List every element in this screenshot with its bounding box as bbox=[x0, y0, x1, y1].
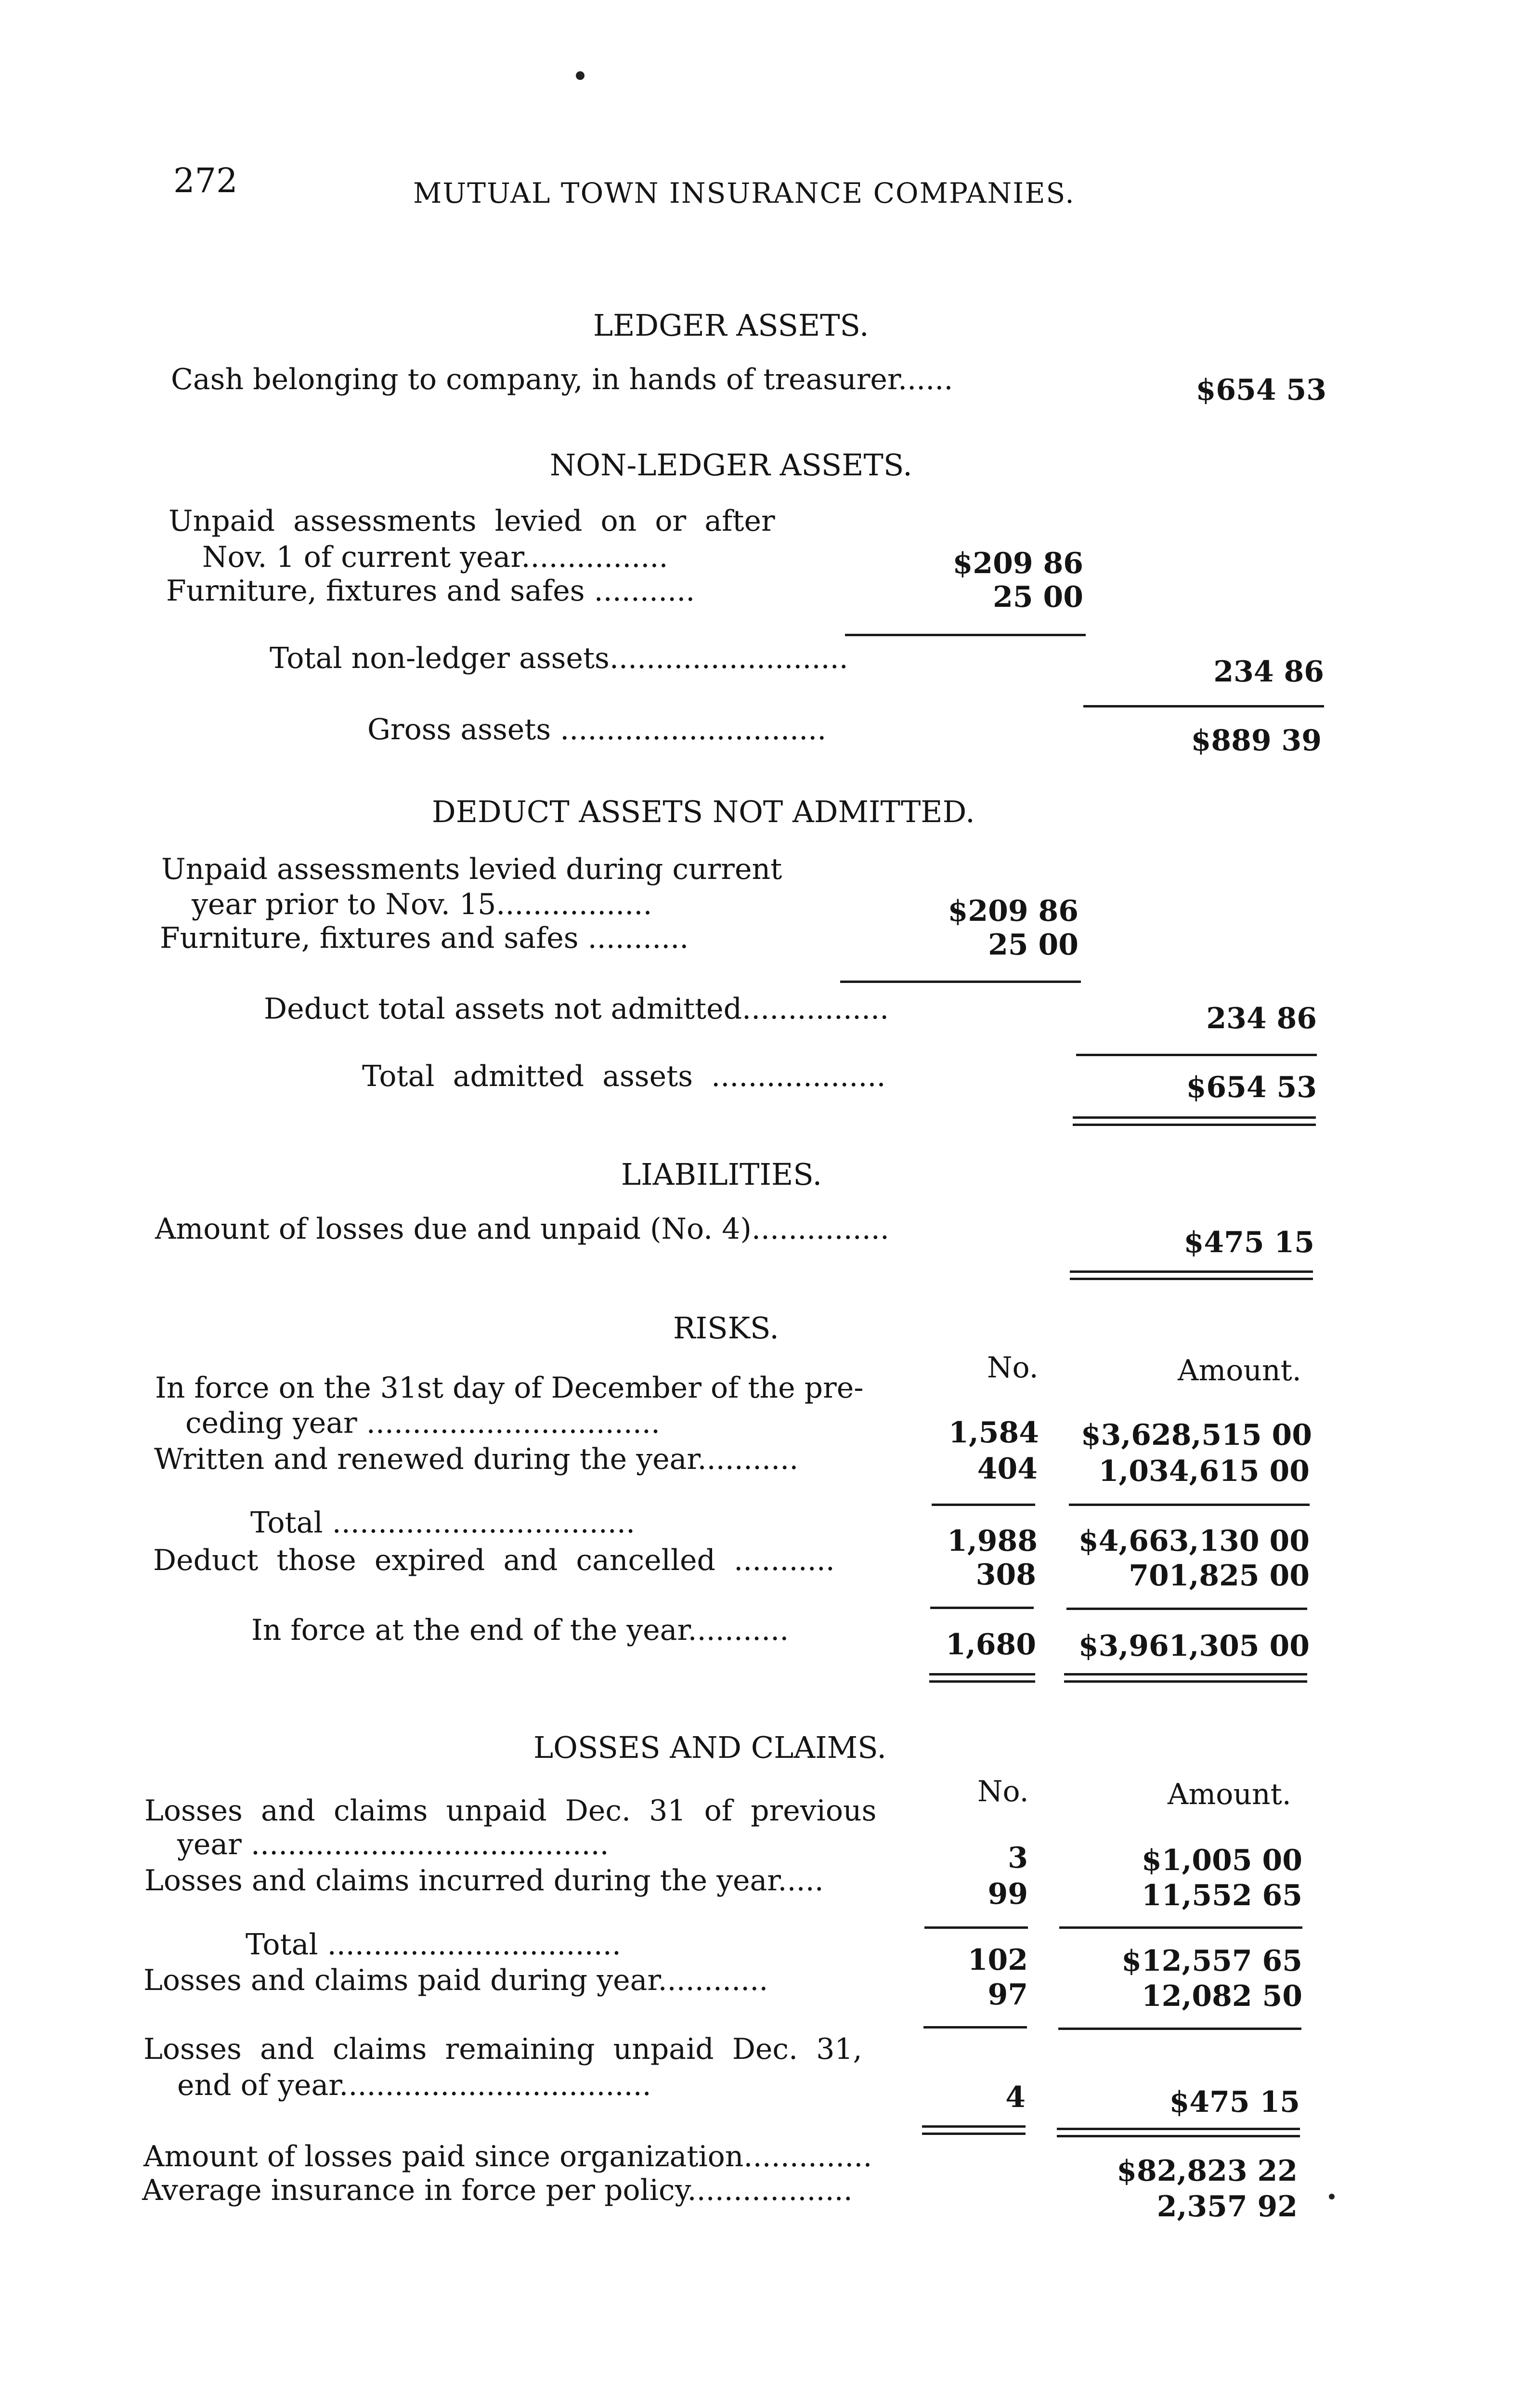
double-rule bbox=[929, 1673, 1035, 1683]
risks-row-amount: 1,034,615 00 bbox=[1098, 1454, 1310, 1488]
cash-label: Cash belonging to company, in hands of treasurer...... bbox=[171, 363, 953, 396]
double-rule bbox=[1064, 1673, 1307, 1683]
losses-row-no: 4 bbox=[1005, 2081, 1026, 2114]
double-rule bbox=[922, 2125, 1026, 2135]
admitted-assets-amount: $654 53 bbox=[1186, 1071, 1317, 1104]
risks-row-label: Deduct those expired and cancelled ........... bbox=[153, 1544, 835, 1577]
losses-row-label: Losses and claims remaining unpaid Dec. 31, bbox=[143, 2032, 862, 2066]
losses-row-no: 3 bbox=[1008, 1841, 1028, 1875]
losses-col-no: No. bbox=[977, 1775, 1029, 1808]
risks-row-label: In force at the end of the year........... bbox=[251, 1613, 789, 1647]
deduct-total-label: Deduct total assets not admitted................ bbox=[264, 992, 889, 1026]
non-ledger-furniture-label: Furniture, fixtures and safes ........... bbox=[166, 574, 695, 608]
non-ledger-total-amount: 234 86 bbox=[1213, 655, 1324, 689]
ink-speck bbox=[576, 71, 585, 80]
risks-row-no: 308 bbox=[975, 1558, 1036, 1592]
double-rule bbox=[1070, 1270, 1313, 1280]
double-rule bbox=[1073, 1116, 1316, 1126]
deduct-unpaid-amount: $209 86 bbox=[948, 894, 1078, 928]
gross-assets-label: Gross assets ............................. bbox=[367, 713, 827, 746]
ledger-assets-heading: LEDGER ASSETS. bbox=[593, 308, 869, 343]
losses-row-no: 99 bbox=[987, 1877, 1028, 1911]
losses-heading: LOSSES AND CLAIMS. bbox=[533, 1730, 887, 1765]
losses-row-amount: 11,552 65 bbox=[1141, 1879, 1302, 1912]
non-ledger-furniture-amount: 25 00 bbox=[993, 580, 1083, 614]
cash-amount: $654 53 bbox=[1195, 373, 1326, 407]
losses-row-label: Losses and claims paid during year............ bbox=[143, 1963, 768, 1997]
risks-row-label: Total ................................. bbox=[250, 1506, 636, 1540]
risks-row-amount: $4,663,130 00 bbox=[1078, 1524, 1310, 1558]
risks-heading: RISKS. bbox=[673, 1310, 779, 1346]
subtotal-rule bbox=[840, 981, 1081, 983]
losses-row-label: Losses and claims incurred during the year..... bbox=[144, 1864, 824, 1898]
losses-row-no: 97 bbox=[987, 1978, 1028, 2012]
losses-row-label: Losses and claims unpaid Dec. 31 of previous bbox=[144, 1794, 877, 1828]
subtotal-rule bbox=[1066, 1608, 1307, 1610]
gross-assets-amount: $889 39 bbox=[1191, 724, 1322, 758]
subtotal-rule bbox=[924, 1926, 1028, 1929]
losses-since-org-amount: $82,823 22 bbox=[1117, 2154, 1298, 2188]
risks-row-amount: 701,825 00 bbox=[1129, 1559, 1310, 1593]
total-rule bbox=[1083, 705, 1324, 707]
liabilities-heading: LIABILITIES. bbox=[621, 1157, 822, 1192]
ink-speck bbox=[1329, 2194, 1335, 2199]
deduct-furniture-label: Furniture, fixtures and safes ........... bbox=[160, 921, 689, 955]
deduct-furniture-amount: 25 00 bbox=[988, 928, 1078, 962]
non-ledger-total-label: Total non-ledger assets.......................... bbox=[270, 641, 848, 675]
running-title: MUTUAL TOWN INSURANCE COMPANIES. bbox=[413, 177, 1075, 209]
losses-col-amount: Amount. bbox=[1168, 1778, 1291, 1811]
deduct-total-amount: 234 86 bbox=[1206, 1002, 1317, 1035]
double-rule bbox=[1057, 2128, 1300, 2137]
subtotal-rule bbox=[923, 2026, 1027, 2028]
deduct-unpaid-label-cont: year prior to Nov. 15................. bbox=[192, 888, 652, 921]
risks-row-label: In force on the 31st day of December of the pre- bbox=[155, 1371, 864, 1405]
risks-row-no: 1,680 bbox=[946, 1628, 1036, 1662]
risks-row-no: 1,584 bbox=[948, 1416, 1039, 1450]
deduct-assets-heading: DEDUCT ASSETS NOT ADMITTED. bbox=[432, 794, 975, 829]
losses-row-amount: $1,005 00 bbox=[1141, 1844, 1302, 1877]
losses-row-label: Total ................................ bbox=[246, 1928, 621, 1962]
risks-col-no: No. bbox=[987, 1351, 1039, 1385]
losses-average-amount: 2,357 92 bbox=[1156, 2190, 1298, 2224]
liabilities-losses-label: Amount of losses due and unpaid (No. 4)............... bbox=[155, 1212, 889, 1246]
subtotal-rule bbox=[1059, 1926, 1302, 1929]
risks-row-amount: $3,961,305 00 bbox=[1078, 1629, 1310, 1663]
risks-row-no: 404 bbox=[977, 1452, 1038, 1486]
risks-row-label-cont: ceding year ................................ bbox=[185, 1406, 661, 1440]
subtotal-rule bbox=[930, 1607, 1034, 1609]
losses-since-org-label: Amount of losses paid since organization.............. bbox=[143, 2140, 872, 2173]
subtotal-rule bbox=[1058, 2028, 1301, 2030]
risks-col-amount: Amount. bbox=[1178, 1354, 1301, 1387]
non-ledger-unpaid-amount: $209 86 bbox=[952, 547, 1083, 580]
risks-row-no: 1,988 bbox=[947, 1524, 1038, 1558]
liabilities-losses-amount: $475 15 bbox=[1183, 1226, 1314, 1259]
page-number: 272 bbox=[173, 161, 238, 200]
risks-row-label: Written and renewed during the year........... bbox=[154, 1442, 799, 1476]
non-ledger-unpaid-label-cont: Nov. 1 of current year................ bbox=[202, 540, 668, 574]
non-ledger-heading: NON-LEDGER ASSETS. bbox=[550, 447, 912, 483]
risks-row-amount: $3,628,515 00 bbox=[1080, 1418, 1312, 1452]
losses-average-label: Average insurance in force per policy.................. bbox=[142, 2173, 853, 2207]
losses-row-amount: $475 15 bbox=[1169, 2085, 1300, 2119]
subtotal-rule bbox=[1069, 1504, 1310, 1506]
deduct-unpaid-label: Unpaid assessments levied during current bbox=[161, 852, 782, 886]
losses-row-label-cont: end of year.................................. bbox=[177, 2068, 651, 2102]
subtotal-rule bbox=[845, 634, 1086, 636]
subtotal-rule bbox=[932, 1504, 1035, 1506]
losses-row-no: 102 bbox=[967, 1943, 1028, 1977]
losses-row-amount: $12,557 65 bbox=[1121, 1944, 1302, 1978]
non-ledger-unpaid-label: Unpaid assessments levied on or after bbox=[169, 504, 775, 538]
losses-row-amount: 12,082 50 bbox=[1141, 1979, 1302, 2013]
total-rule bbox=[1076, 1054, 1317, 1056]
admitted-assets-label: Total admitted assets ................... bbox=[362, 1060, 886, 1093]
losses-row-label-cont: year ....................................... bbox=[177, 1828, 609, 1861]
